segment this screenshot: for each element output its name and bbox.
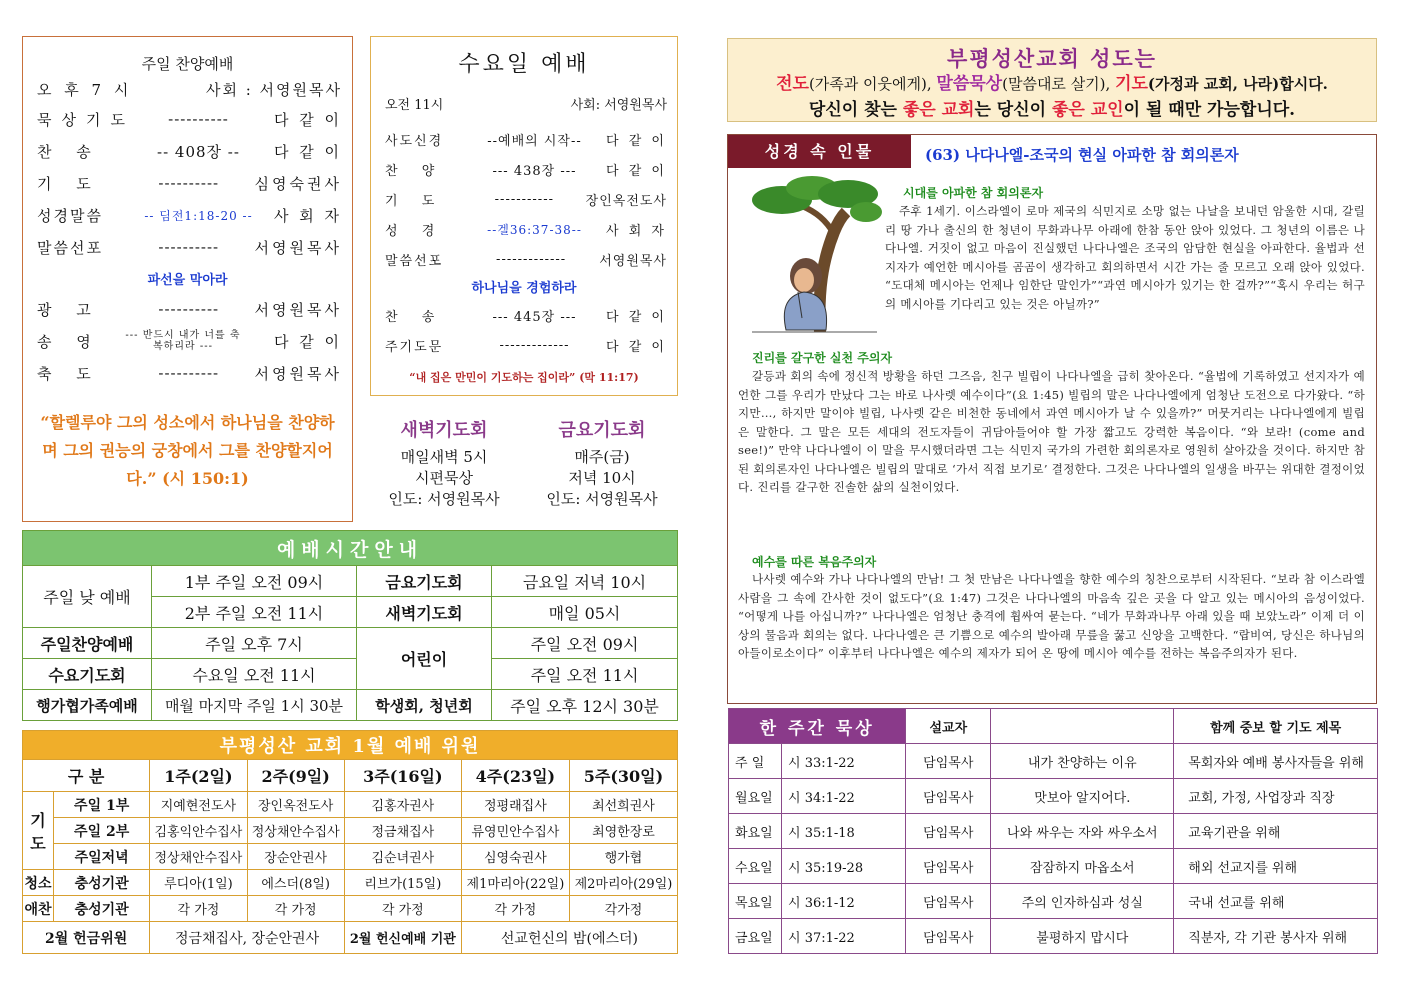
prayer-header: 함께 중보 할 기도 제목 (1174, 709, 1378, 744)
cell: 최영한장로 (569, 818, 677, 844)
order-row (37, 329, 342, 353)
prayer-cell: 직분자, 각 기관 봉사자 위해 (1174, 919, 1378, 954)
order-mid: ---------- (168, 110, 229, 128)
cell: 최선희권사 (569, 792, 677, 818)
order-row (385, 333, 667, 357)
order-row (37, 139, 342, 163)
banner-part: 는 당신이 (974, 100, 1052, 120)
order-who: 장인옥전도사 (585, 193, 667, 209)
order-row (37, 361, 342, 385)
order-row (37, 203, 342, 227)
banner-part: 이 될 때만 가능합니다. (1123, 100, 1296, 120)
schedule-time: 1부 주일 오전 09시 (152, 566, 357, 597)
preacher-cell: 담임목사 (906, 779, 991, 814)
order-label: 묵상기도 (37, 110, 135, 129)
schedule-time: 금요일 저녁 10시 (492, 566, 678, 597)
day-cell: 월요일 (729, 779, 782, 814)
schedule-label: 새벽기도회 (357, 597, 492, 628)
wednesday-quote: “내 집은 만민이 기도하는 집이라” (막 11:17) (409, 371, 639, 384)
order-label: 광 고 (37, 300, 101, 319)
prayer-cell: 교육기관을 위해 (1174, 814, 1378, 849)
wednesday-presider: 사회: 서영원목사 (570, 97, 667, 113)
cell: 루디아(1일) (150, 870, 247, 896)
schedule-label: 금요기도회 (357, 566, 492, 597)
preacher-header: 설교자 (906, 709, 991, 744)
dedication-value: 선교헌신의 밤(에스더) (461, 922, 677, 954)
order-row (385, 187, 667, 211)
order-label: 기 도 (37, 174, 101, 193)
section-heading: 시대를 아파한 참 회의론자 (903, 186, 1044, 200)
preacher-cell: 담임목사 (906, 814, 991, 849)
sermon-title: 파선을 막아라 (147, 273, 228, 288)
cell: 행가협 (569, 844, 677, 870)
order-who: 서영원목사 (254, 364, 342, 383)
order-who: 다 같 이 (606, 163, 667, 179)
offering-value: 정금채집사, 장순안권사 (150, 922, 345, 954)
order-mid: --- 445장 --- (492, 309, 577, 325)
wednesday-sermon-title: 하나님을 경험하라 (471, 281, 577, 296)
order-mid: ---------- (158, 174, 220, 192)
week-header: 1주(2일) (150, 760, 247, 792)
theme-cell: 불평하지 맙시다 (991, 919, 1174, 954)
cell: 각 가정 (344, 896, 461, 922)
order-who: 심영숙권사 (254, 174, 342, 193)
banner-part: (가족과 이웃에게), (808, 75, 937, 93)
banner-part: 당신이 찾는 (808, 100, 903, 120)
week-header: 2주(9일) (247, 760, 344, 792)
ref-cell: 시 37:1-22 (782, 919, 906, 954)
section-text: 주후 1세기. 이스라엘이 로마 제국의 식민지로 소망 없는 나날을 보내던 암울한 시대, 갈릴리 땅 가나 출신의 한 청년이 무화과나무 아래에 한참 동안 앉아 있었다. 그 청년의 이름은 나다나엘. 거짓이 없고 마음이 진실했던 나다나엘은 조국의 암담한 현실을 아파한다. 율법과 선지자가 예언한 메시아를 곰곰이 생각하고 회의하면서 시간 가는 줄 모르고 오래 앉아 있었다. “도대체 메시아는 언제나 임한단 말인가”“과연 메시아가 있기는 한 걸까?”“혹시 우리는 허구의 메시아를 기다리고 있는 것은 아닐까?” (885, 204, 1365, 311)
week-header: 5주(30일) (569, 760, 677, 792)
section-text: 갈등과 회의 속에 정신적 방황을 하던 그즈음, 친구 빌립이 나다나엘을 급히 찾아온다. “율법에 기록하였고 선지자가 예언한 그를 우리가 만났다 그는 바로 나사렛 예수이다”(요 1:45) 빌립의 말은 나다나엘에게 엄청난 도전으로 다가왔다. “하지만…, 하지만 말이야 빌립, 나사렛 같은 비천한 동네에서 과연 메시아가 날 수 있을까?” 머뭇거리는 나다나엘에게 빌립은 말한다. 그 말은 모든 세대의 전도자들이 귀담아들어야 할 가장 짧고도 강력한 복음이다. “와 보라! (come and see!)” 만약 나다나엘이 이 말을 무시했더라면 그는 식민지 국가의 가련한 회의론자로 영원히 살아갔을 것이다. 하지만 참된 회의론자인 나다나엘은 빌립의 말대로 ‘가서 직접 보기로’ 결정한다. 그것은 나다나엘의 일생을 바꾸는 위대한 결정이었다. 진리를 갈구한 진솔한 삶의 실천이었다. (738, 369, 1365, 494)
ref-cell: 시 35:19-28 (782, 849, 906, 884)
banner-part: 좋은 교인 (1052, 100, 1124, 120)
order-label: 주기도문 (385, 339, 444, 355)
worship-schedule-table (22, 530, 678, 721)
cell: 류영민안수집사 (461, 818, 569, 844)
order-who: 서영원목사 (254, 238, 342, 257)
row-label: 주일저녁 (54, 844, 150, 870)
order-label: 말씀선포 (37, 238, 103, 257)
sunday-evening-time-row (37, 77, 342, 101)
preacher-cell: 담임목사 (906, 744, 991, 779)
schedule-label: 주일 낮 예배 (23, 566, 152, 628)
row-label: 충성기관 (54, 870, 150, 896)
sunday-evening-time: 오 후 7 시 (37, 80, 133, 99)
dawn-prayer-line: 인도: 서영원목사 (388, 490, 500, 508)
section-text: 나사렛 예수와 가나 나다나엘의 만남! 그 첫 만남은 나다나엘을 향한 예수의 칭찬으로부터 시작된다. “보라 참 이스라엘 사람을 그 속에 간사한 것이 없도다”(요 1:47) 그것은 나다나엘의 마음속 깊은 곳을 다 알고 있는 메시아의 음성이었다. “어떻게 나를 아십니까?” 나다나엘은 엄청난 충격에 휩싸여 묻는다. “네가 무화과나무 아래 있을 때 보았노라” 이제 더 이상의 물음과 회의는 없다. 나다나엘은 큰 기쁨으로 예수의 발아래 무릎을 꿇고 신앙을 고백한다. “랍비여, 당신은 하나님의 아들이로소이다” 이후부터 나다나엘은 예수의 제자가 되어 온 땅에 메시아 예수를 전하는 복음주의자가 된다. (738, 572, 1365, 660)
prayer-cell: 목회자와 예배 봉사자들을 위해 (1174, 744, 1378, 779)
order-label: 찬 송 (385, 309, 445, 325)
cell: 정평래집사 (461, 792, 569, 818)
order-row (385, 157, 667, 181)
order-label: 송 영 (37, 332, 101, 351)
schedule-label: 주일찬양예배 (23, 628, 152, 659)
cell: 각 가정 (461, 896, 569, 922)
order-who: 서영원목사 (254, 300, 342, 319)
order-row (385, 217, 667, 241)
order-who: 다 같 이 (273, 110, 342, 129)
banner-part: 말씀묵상 (936, 74, 1003, 94)
january-header: 부평성산 교회 1월 예배 위원 (23, 731, 678, 760)
schedule-time: 주일 오전 11시 (492, 659, 678, 690)
section-heading: 진리를 갈구한 실천 주의자 (752, 351, 893, 365)
order-mid: --- 438장 --- (492, 163, 577, 179)
banner-line-2 (728, 69, 1376, 94)
fig-tree-icon (742, 172, 882, 340)
row-label: 주일 1부 (54, 792, 150, 818)
order-row (37, 235, 342, 259)
weekly-meditation-table (728, 708, 1378, 954)
order-label: 성경말씀 (37, 206, 103, 225)
order-mid: -- 딤전1:18-20 -- (144, 208, 253, 223)
bible-person-title: (63) 나다나엘-조국의 현실 아파한 참 회의론자 (925, 146, 1239, 164)
preacher-cell: 담임목사 (906, 849, 991, 884)
cell: 리브가(15일) (344, 870, 461, 896)
friday-prayer-line: 저녁 10시 (568, 469, 636, 487)
order-label: 찬 양 (385, 163, 445, 179)
ref-cell: 시 34:1-22 (782, 779, 906, 814)
cell: 각가정 (569, 896, 677, 922)
schedule-header: 예배시간안내 (23, 531, 678, 566)
order-who: 다 같 이 (606, 339, 667, 355)
day-cell: 주 일 (729, 744, 782, 779)
friday-prayer-line: 매주(금) (574, 448, 630, 466)
schedule-time: 2부 주일 오전 11시 (152, 597, 357, 628)
ref-cell: 시 36:1-12 (782, 884, 906, 919)
order-label: 기 도 (385, 193, 445, 209)
ref-cell: 시 35:1-18 (782, 814, 906, 849)
order-mid: -- 408장 -- (157, 142, 240, 161)
order-mid: ------------- (499, 337, 570, 353)
day-cell: 수요일 (729, 849, 782, 884)
week-header: 4주(23일) (461, 760, 569, 792)
order-who: 사 회 자 (273, 206, 342, 225)
cell: 에스더(8일) (247, 870, 344, 896)
cell: 정금채집사 (344, 818, 461, 844)
cell: 각 가정 (150, 896, 247, 922)
cell: 각 가정 (247, 896, 344, 922)
banner-part: 전도 (776, 74, 809, 94)
prayer-group-label: 기도 (23, 792, 54, 870)
order-label: 찬 송 (37, 142, 101, 161)
schedule-time: 수요일 오전 11시 (152, 659, 357, 690)
order-row (385, 303, 667, 327)
sunday-evening-presider: 사회 : 서영원목사 (205, 80, 342, 99)
bible-quote: “할렐루야 그의 성소에서 하나님을 찬양하며 그의 권능의 궁창에서 그를 찬양할지어다.” (시 150:1) (40, 413, 335, 488)
banner-line-3 (728, 95, 1376, 120)
cell: 김순녀권사 (344, 844, 461, 870)
cleaning-group-label: 청소 (23, 870, 54, 896)
weekly-header: 한 주간 묵상 (729, 709, 906, 744)
order-mid: --- 반드시 내가 너를 축복하리라 --- (125, 330, 241, 352)
section-heading: 예수를 따른 복음주의자 (752, 555, 877, 569)
wednesday-time: 오전 11시 (385, 97, 444, 113)
theme-cell: 주의 인자하심과 성실 (991, 884, 1174, 919)
banner-part: 좋은 교회 (902, 100, 975, 120)
cell: 제1마리아(22일) (461, 870, 569, 896)
schedule-label: 행가협가족예배 (23, 690, 152, 721)
fig-tree-illustration (742, 172, 882, 340)
theme-cell: 맛보아 알지어다. (991, 779, 1174, 814)
preacher-cell: 담임목사 (906, 919, 991, 954)
prayer-cell: 교회, 가정, 사업장과 직장 (1174, 779, 1378, 814)
order-row (385, 127, 667, 151)
schedule-label: 수요기도회 (23, 659, 152, 690)
order-label: 성 경 (385, 223, 445, 239)
order-mid: ----------- (494, 191, 554, 207)
schedule-label: 어린이 (357, 628, 492, 690)
wednesday-order (370, 36, 678, 396)
order-who: 다 같 이 (273, 332, 342, 351)
order-label: 말씀선포 (385, 253, 444, 269)
order-row (385, 247, 667, 271)
schedule-time: 주일 오후 7시 (152, 628, 357, 659)
schedule-time: 주일 오후 12시 30분 (492, 690, 678, 721)
day-cell: 화요일 (729, 814, 782, 849)
order-mid: --겔36:37-38-- (487, 222, 582, 237)
dawn-prayer-line: 시편묵상 (415, 469, 473, 487)
order-mid: ---------- (158, 364, 220, 382)
church-banner (727, 38, 1377, 122)
banner-part: 기도 (1115, 74, 1148, 94)
wednesday-title: 수요일 예배 (458, 52, 590, 77)
january-col-label: 구 분 (23, 760, 150, 792)
row-label: 주일 2부 (54, 818, 150, 844)
cell: 김홍익안수집사 (150, 818, 247, 844)
order-label: 축 도 (37, 364, 101, 383)
day-cell: 목요일 (729, 884, 782, 919)
january-committee-table (22, 730, 678, 954)
dedication-label: 2월 헌신예배 기관 (344, 922, 461, 954)
schedule-time: 매월 마지막 주일 1시 30분 (152, 690, 357, 721)
altar-group-label: 애찬 (23, 896, 54, 922)
week-header: 3주(16일) (344, 760, 461, 792)
order-who: 사 회 자 (606, 223, 667, 239)
order-row (37, 171, 342, 195)
friday-prayer-title: 금요기도회 (558, 420, 646, 441)
sunday-evening-title: 주일 찬양예배 (141, 55, 234, 73)
order-who: 다 같 이 (606, 133, 667, 149)
cell: 정상채안수집사 (247, 818, 344, 844)
row-label: 충성기관 (54, 896, 150, 922)
offering-label: 2월 헌금위원 (23, 922, 150, 954)
ref-cell: 시 33:1-22 (782, 744, 906, 779)
cell: 정상채안수집사 (150, 844, 247, 870)
schedule-time: 매일 05시 (492, 597, 678, 628)
dawn-prayer-title: 새벽기도회 (400, 420, 488, 441)
theme-cell: 내가 찬양하는 이유 (991, 744, 1174, 779)
order-mid: ---------- (158, 300, 220, 318)
order-who: 다 같 이 (606, 309, 667, 325)
schedule-label: 학생회, 청년회 (357, 690, 492, 721)
cell: 제2마리아(29일) (569, 870, 677, 896)
cell: 심영숙권사 (461, 844, 569, 870)
schedule-time: 주일 오전 09시 (492, 628, 678, 659)
order-mid: --예배의 시작-- (487, 133, 582, 149)
theme-cell: 잠잠하지 마옵소서 (991, 849, 1174, 884)
order-who: 서영원목사 (599, 253, 667, 269)
banner-part: (말씀대로 살기), (1002, 75, 1116, 93)
banner-part: (가정과 교회, 나라)합시다. (1147, 75, 1328, 93)
cell: 장순안권사 (247, 844, 344, 870)
bible-person-tab: 성경 속 인물 (728, 135, 911, 168)
prayer-cell: 해외 선교지를 위해 (1174, 849, 1378, 884)
cell: 장인옥전도사 (247, 792, 344, 818)
order-label: 사도신경 (385, 133, 444, 149)
friday-prayer-line: 인도: 서영원목사 (546, 490, 658, 508)
theme-header (991, 709, 1174, 744)
order-mid: ---------- (158, 238, 220, 256)
prayer-cell: 국내 선교를 위해 (1174, 884, 1378, 919)
preacher-cell: 담임목사 (906, 884, 991, 919)
order-mid: ------------- (496, 251, 567, 267)
dawn-prayer-line: 매일새벽 5시 (400, 448, 488, 466)
order-row (37, 107, 342, 131)
order-row (37, 297, 342, 321)
banner-title: 부평성산교회 성도는 (947, 46, 1157, 71)
cell: 지예현전도사 (150, 792, 247, 818)
sunday-evening-order (22, 36, 353, 522)
theme-cell: 나와 싸우는 자와 싸우소서 (991, 814, 1174, 849)
day-cell: 금요일 (729, 919, 782, 954)
cell: 김홍자권사 (344, 792, 461, 818)
order-who: 다 같 이 (273, 142, 342, 161)
wednesday-time-row (385, 91, 667, 115)
